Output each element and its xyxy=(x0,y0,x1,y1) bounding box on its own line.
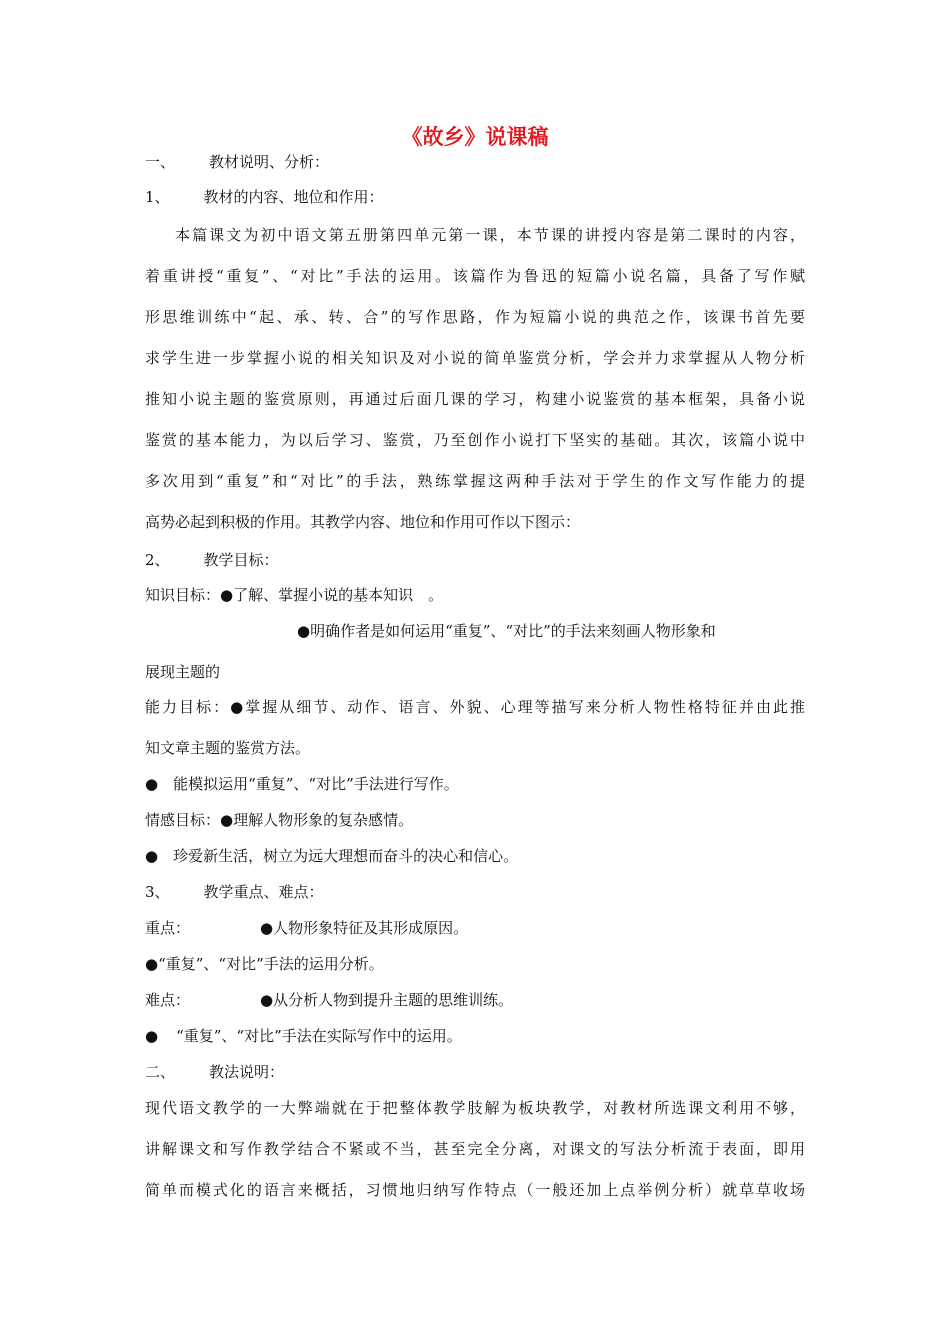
subsection-2-number: 2、 xyxy=(145,551,170,569)
section-2-text: 教法说明： xyxy=(209,1063,285,1081)
section-1-text: 教材说明、分析： xyxy=(209,153,330,171)
ability-goal-item-2: ● 能模拟运用“重复”、“对比”手法进行写作。 xyxy=(145,775,459,793)
paragraph-1-line-3: 形思维训练中“起、承、转、合”的写作思路，作为短篇小说的典范之作，该课书首先要 xyxy=(145,308,805,326)
key-point-item-1: ●人物形象特征及其形成原因。 xyxy=(260,919,469,937)
bullet: ● xyxy=(145,775,159,793)
difficulty-line-1 xyxy=(145,990,513,1010)
section-2-heading xyxy=(145,1062,284,1082)
difficulty-item-1: ●从分析人物到提升主题的思维训练。 xyxy=(260,991,514,1009)
paragraph-1-line-4: 求学生进一步掌握小说的相关知识及对小说的简单鉴赏分析，学会并力求掌握从人物分析 xyxy=(145,349,805,367)
ability-goal-item-1-cont: 知文章主题的鉴赏方法。 xyxy=(145,739,311,757)
subsection-2-text: 教学目标： xyxy=(203,551,279,569)
subsection-1-heading xyxy=(145,187,384,207)
emotion-goal-item-2: ● 珍爱新生活，树立为远大理想而奋斗的决心和信心。 xyxy=(145,847,519,865)
ability-goal-line-1 xyxy=(145,697,805,717)
paragraph-1-line-2: 着重讲授“重复”、“对比”手法的运用。该篇作为鲁迅的短篇小说名篇，具备了写作赋 xyxy=(145,267,805,285)
knowledge-goal-item-2: ●明确作者是如何运用“重复”、“对比”的手法来刻画人物形象和 xyxy=(297,622,716,640)
knowledge-goal-item-2-cont: 展现主题的 xyxy=(145,663,221,681)
key-point-label: 重点： xyxy=(145,919,191,937)
bullet: ● xyxy=(145,1027,159,1045)
subsection-1-number: 1、 xyxy=(145,188,170,206)
emotion-goal-item-1: ●理解人物形象的复杂感情。 xyxy=(220,811,414,829)
section-1-heading xyxy=(145,152,329,172)
subsection-2-heading xyxy=(145,550,279,570)
paragraph-2-line-1: 现代语文教学的一大弊端就在于把整体教学肢解为板块教学，对教材所选课文利用不够， xyxy=(145,1099,805,1117)
ability-goal-item-1: ●掌握从细节、动作、语言、外貌、心理等描写来分析人物性格特征并由此推 xyxy=(230,698,805,716)
bullet: ● xyxy=(145,847,159,865)
paragraph-1-line-6: 鉴赏的基本能力，为以后学习、鉴赏，乃至创作小说打下坚实的基础。其次，该篇小说中 xyxy=(145,431,805,449)
subsection-3-heading xyxy=(145,882,324,902)
difficulty-item-2: ● “重复”、“对比”手法在实际写作中的运用。 xyxy=(145,1027,462,1045)
paragraph-1-line-1: 本篇课文为初中语文第五册第四单元第一课，本节课的讲授内容是第二课时的内容， xyxy=(175,226,805,244)
knowledge-goal-line-1 xyxy=(145,585,443,605)
subsection-3-text: 教学重点、难点： xyxy=(203,883,324,901)
paragraph-2-line-2: 讲解课文和写作教学结合不紧或不当，甚至完全分离，对课文的写法分析流于表面，即用 xyxy=(145,1140,805,1158)
key-point-line-1 xyxy=(145,918,468,938)
emotion-goal-line-1 xyxy=(145,810,413,830)
paragraph-1-line-7: 多次用到“重复”和“对比”的手法，熟练掌握这两种手法对于学生的作文写作能力的提 xyxy=(145,472,805,490)
knowledge-goal-item-1: ●了解、掌握小说的基本知识 。 xyxy=(220,586,444,604)
subsection-1-text: 教材的内容、地位和作用： xyxy=(203,188,384,206)
difficulty-label: 难点： xyxy=(145,991,191,1009)
section-2-number: 二、 xyxy=(145,1063,176,1081)
knowledge-goal-label: 知识目标： xyxy=(145,586,221,604)
key-point-item-2: ●“重复”、“对比”手法的运用分析。 xyxy=(145,955,384,973)
paragraph-1-line-8: 高势必起到积极的作用。其教学内容、地位和作用可作以下图示： xyxy=(145,513,581,531)
document-title: 《故乡》说课稿 xyxy=(401,125,549,149)
ability-goal-label: 能力目标： xyxy=(145,698,231,716)
section-1-number: 一、 xyxy=(145,153,176,171)
emotion-goal-label: 情感目标： xyxy=(145,811,221,829)
subsection-3-number: 3、 xyxy=(145,883,170,901)
paragraph-1-line-5: 推知小说主题的鉴赏原则，再通过后面几课的学习，构建小说鉴赏的基本框架，具备小说 xyxy=(145,390,805,408)
paragraph-2-line-3: 简单而模式化的语言来概括，习惯地归纳写作特点（一般还加上点举例分析）就草草收场 xyxy=(145,1181,805,1199)
